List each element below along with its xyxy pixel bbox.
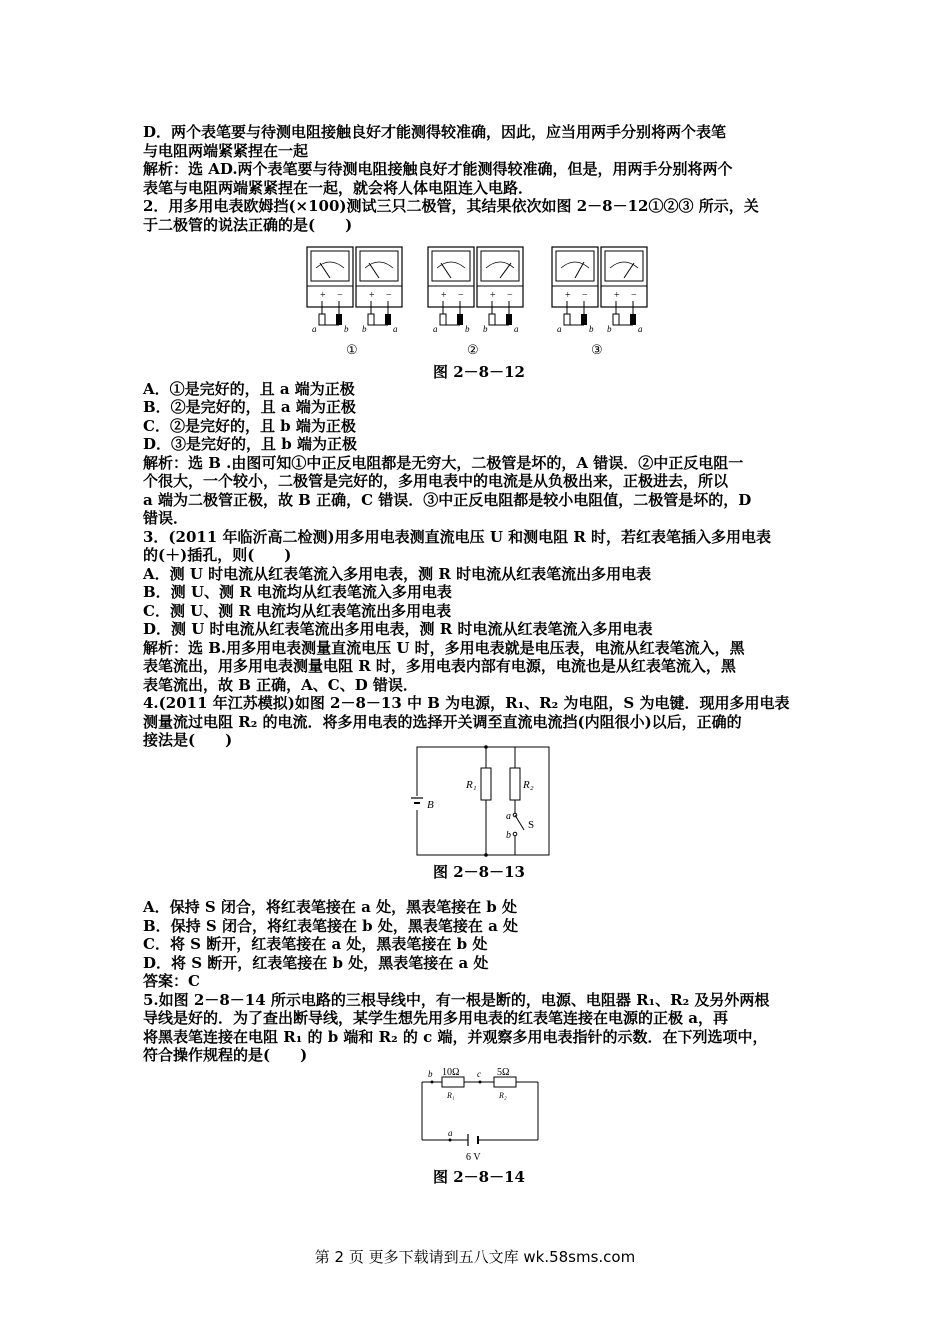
meter-pair-3: [552, 247, 647, 357]
terminal-b-label: b: [362, 324, 367, 334]
q2-stem-line1: 2．用多用电表欧姆挡(×100)测试三只二极管，其结果依次如图 2－8－12①②③ 所示，关: [143, 197, 759, 215]
terminal-a-label: a: [393, 324, 398, 334]
figure-label-1: ①: [346, 342, 358, 357]
q1-answer-line2: 表笔与电阻两端紧紧捏在一起，就会将人体电阻连入电路．: [143, 179, 534, 197]
r2-label: R₂: [499, 1091, 507, 1100]
minus-terminal: −: [386, 290, 392, 301]
terminal-a-label: a: [312, 324, 317, 334]
q3-stem-line1: 3．(2011 年临沂高二检测)用多用电表测直流电压 U 和测电阻 R 时，若红表笔插入多用电表: [143, 528, 772, 546]
minus-terminal: −: [507, 290, 513, 301]
figure-2-8-14: [420, 1068, 540, 1164]
figure-label-3: ③: [591, 342, 603, 357]
minus-terminal: −: [458, 290, 464, 301]
switch-b-label: b: [506, 830, 511, 841]
terminal-b-label: b: [483, 324, 488, 334]
q2-option-c: C．②是完好的，且 b 端为正极: [143, 417, 356, 435]
q2-option-d: D．③是完好的，且 b 端为正极: [143, 435, 357, 453]
meter-pair-1-leads: [312, 290, 398, 357]
battery-label: B: [427, 799, 434, 811]
terminal-a-label: a: [638, 324, 643, 334]
r2-value: 5Ω: [497, 1067, 510, 1078]
q1-option-d-line1: D．两个表笔要与待测电阻接触良好才能测得较准确，因此，应当用两手分别将两个表笔: [143, 123, 727, 141]
figure-2-8-12-caption: 图 2－8－12: [433, 363, 525, 381]
q3-option-a: A．测 U 时电流从红表笔流入多用电表，测 R 时电流从红表笔流出多用电表: [143, 565, 652, 583]
q4-stem-line3: 接法是( ): [143, 731, 233, 749]
q3-answer-line3: 表笔流出，故 B 正确，A、C、D 错误．: [143, 676, 418, 694]
q5-stem-line3: 将黑表笔连接在电阻 R₁ 的 b 端和 R₂ 的 c 端，并观察多用电表指针的示数．在下列选项中，: [143, 1028, 768, 1046]
figure-2-8-14-caption: 图 2－8－14: [433, 1168, 525, 1186]
q4-stem-line2: 测量流过电阻 R₂ 的电流．将多用电表的选择开关调至直流电流挡(内阻很小)以后，正确的: [143, 713, 742, 731]
plus-terminal: +: [565, 290, 571, 301]
figure-label-2: ②: [467, 342, 479, 357]
q2-answer-line3: a 端为二极管正极，故 B 正确，C 错误．③中正反电阻都是较小电阻值，二极管是坏的，D: [143, 491, 752, 509]
switch-s-label: S: [528, 819, 535, 831]
q5-stem-line1: 5.如图 2－8－14 所示电路的三根导线中，有一根是断的，电源、电阻器 R₁、R₂ 及另外两根: [143, 991, 770, 1009]
q2-stem-line2: 于二极管的说法正确的是( ): [143, 216, 353, 234]
q4-answer: 答案：C: [143, 972, 200, 990]
q1-answer-line1: 解析：选 AD.两个表笔要与待测电阻接触良好才能测得较准确，但是，用两手分别将两个: [143, 160, 733, 178]
q2-answer-line2: 个很大，一个较小，二极管是完好的，多用电表中的电流是从负极出来，正极进去，所以: [143, 472, 729, 490]
terminal-b-label: b: [465, 324, 470, 334]
terminal-b-label: b: [589, 324, 594, 334]
minus-terminal: −: [631, 290, 637, 301]
q3-stem-line2: 的(＋)插孔，则( ): [143, 546, 292, 564]
r1-label: R₁: [447, 1091, 455, 1100]
figure-2-8-13-caption: 图 2－8－13: [433, 863, 525, 881]
q4-option-c: C．将 S 断开，红表笔接在 a 处，黑表笔接在 b 处: [143, 935, 488, 953]
plus-terminal: +: [490, 290, 496, 301]
ohmmeter: [307, 247, 353, 307]
plus-terminal: +: [614, 290, 620, 301]
terminal-a-label: a: [514, 324, 519, 334]
r1-label: R₁: [466, 779, 477, 791]
node-a-label: a: [448, 1128, 453, 1138]
ohmmeter: [356, 247, 402, 307]
node-c-label: c: [477, 1069, 481, 1079]
r2-label: R₂: [523, 779, 534, 791]
terminal-b-label: b: [607, 324, 612, 334]
terminal-b-label: b: [344, 324, 349, 334]
q4-option-a: A．保持 S 闭合，将红表笔接在 a 处，黑表笔接在 b 处: [143, 898, 518, 916]
figure-2-8-12: [306, 246, 652, 358]
minus-terminal: −: [582, 290, 588, 301]
minus-terminal: −: [337, 290, 343, 301]
q3-answer-line1: 解析：选 B.用多用电表测量直流电压 U 时，多用电表就是电压表，电流从红表笔流入，黑: [143, 639, 745, 657]
node-b-label: b: [428, 1069, 433, 1079]
q3-answer-line2: 表笔流出，用多用电表测量电阻 R 时，多用电表内部有电源，电流也是从红表笔流入，黑: [143, 657, 736, 675]
q1-option-d-line2: 与电阻两端紧紧捏在一起: [143, 142, 309, 160]
q3-option-d: D．测 U 时电流从红表笔流出多用电表，测 R 时电流从红表笔流入多用电表: [143, 620, 653, 638]
q4-option-d: D．将 S 断开，红表笔接在 b 处，黑表笔接在 a 处: [143, 954, 489, 972]
switch-a-label: a: [506, 811, 511, 822]
q3-option-b: B．测 U、测 R 电流均从红表笔流入多用电表: [143, 583, 452, 601]
plus-terminal: +: [369, 290, 375, 301]
battery-voltage: 6 V: [466, 1152, 481, 1163]
q2-answer-line4: 错误．: [143, 509, 189, 527]
q5-stem-line2: 导线是好的．为了查出断导线，某学生想先用多用电表的红表笔连接在电源的正极 a，再: [143, 1009, 728, 1027]
terminal-a-label: a: [433, 324, 438, 334]
terminal-a-label: a: [557, 324, 562, 334]
plus-terminal: +: [441, 290, 447, 301]
figure-2-8-13: [416, 746, 550, 856]
q3-option-c: C．测 U、测 R 电流均从红表笔流出多用电表: [143, 602, 452, 620]
q5-stem-line4: 符合操作规程的是( ): [143, 1046, 308, 1064]
q2-option-a: A．①是完好的，且 a 端为正极: [143, 380, 355, 398]
plus-terminal: +: [320, 290, 326, 301]
q4-stem-line1: 4.(2011 年江苏模拟)如图 2－8－13 中 B 为电源，R₁、R₂ 为电阻，S 为电键．现用多用电表: [143, 694, 790, 712]
q4-option-b: B．保持 S 闭合，将红表笔接在 b 处，黑表笔接在 a 处: [143, 917, 519, 935]
page-footer: 第 2 页 更多下载请到五八文库 wk.58sms.com: [314, 1248, 636, 1266]
meter-pair-2: [428, 247, 523, 357]
q2-answer-line1: 解析：选 B .由图可知①中正反电阻都是无穷大，二极管是坏的，A 错误．②中正反电阻一: [143, 454, 744, 472]
q2-option-b: B．②是完好的，且 a 端为正极: [143, 398, 356, 416]
r1-value: 10Ω: [442, 1067, 460, 1078]
